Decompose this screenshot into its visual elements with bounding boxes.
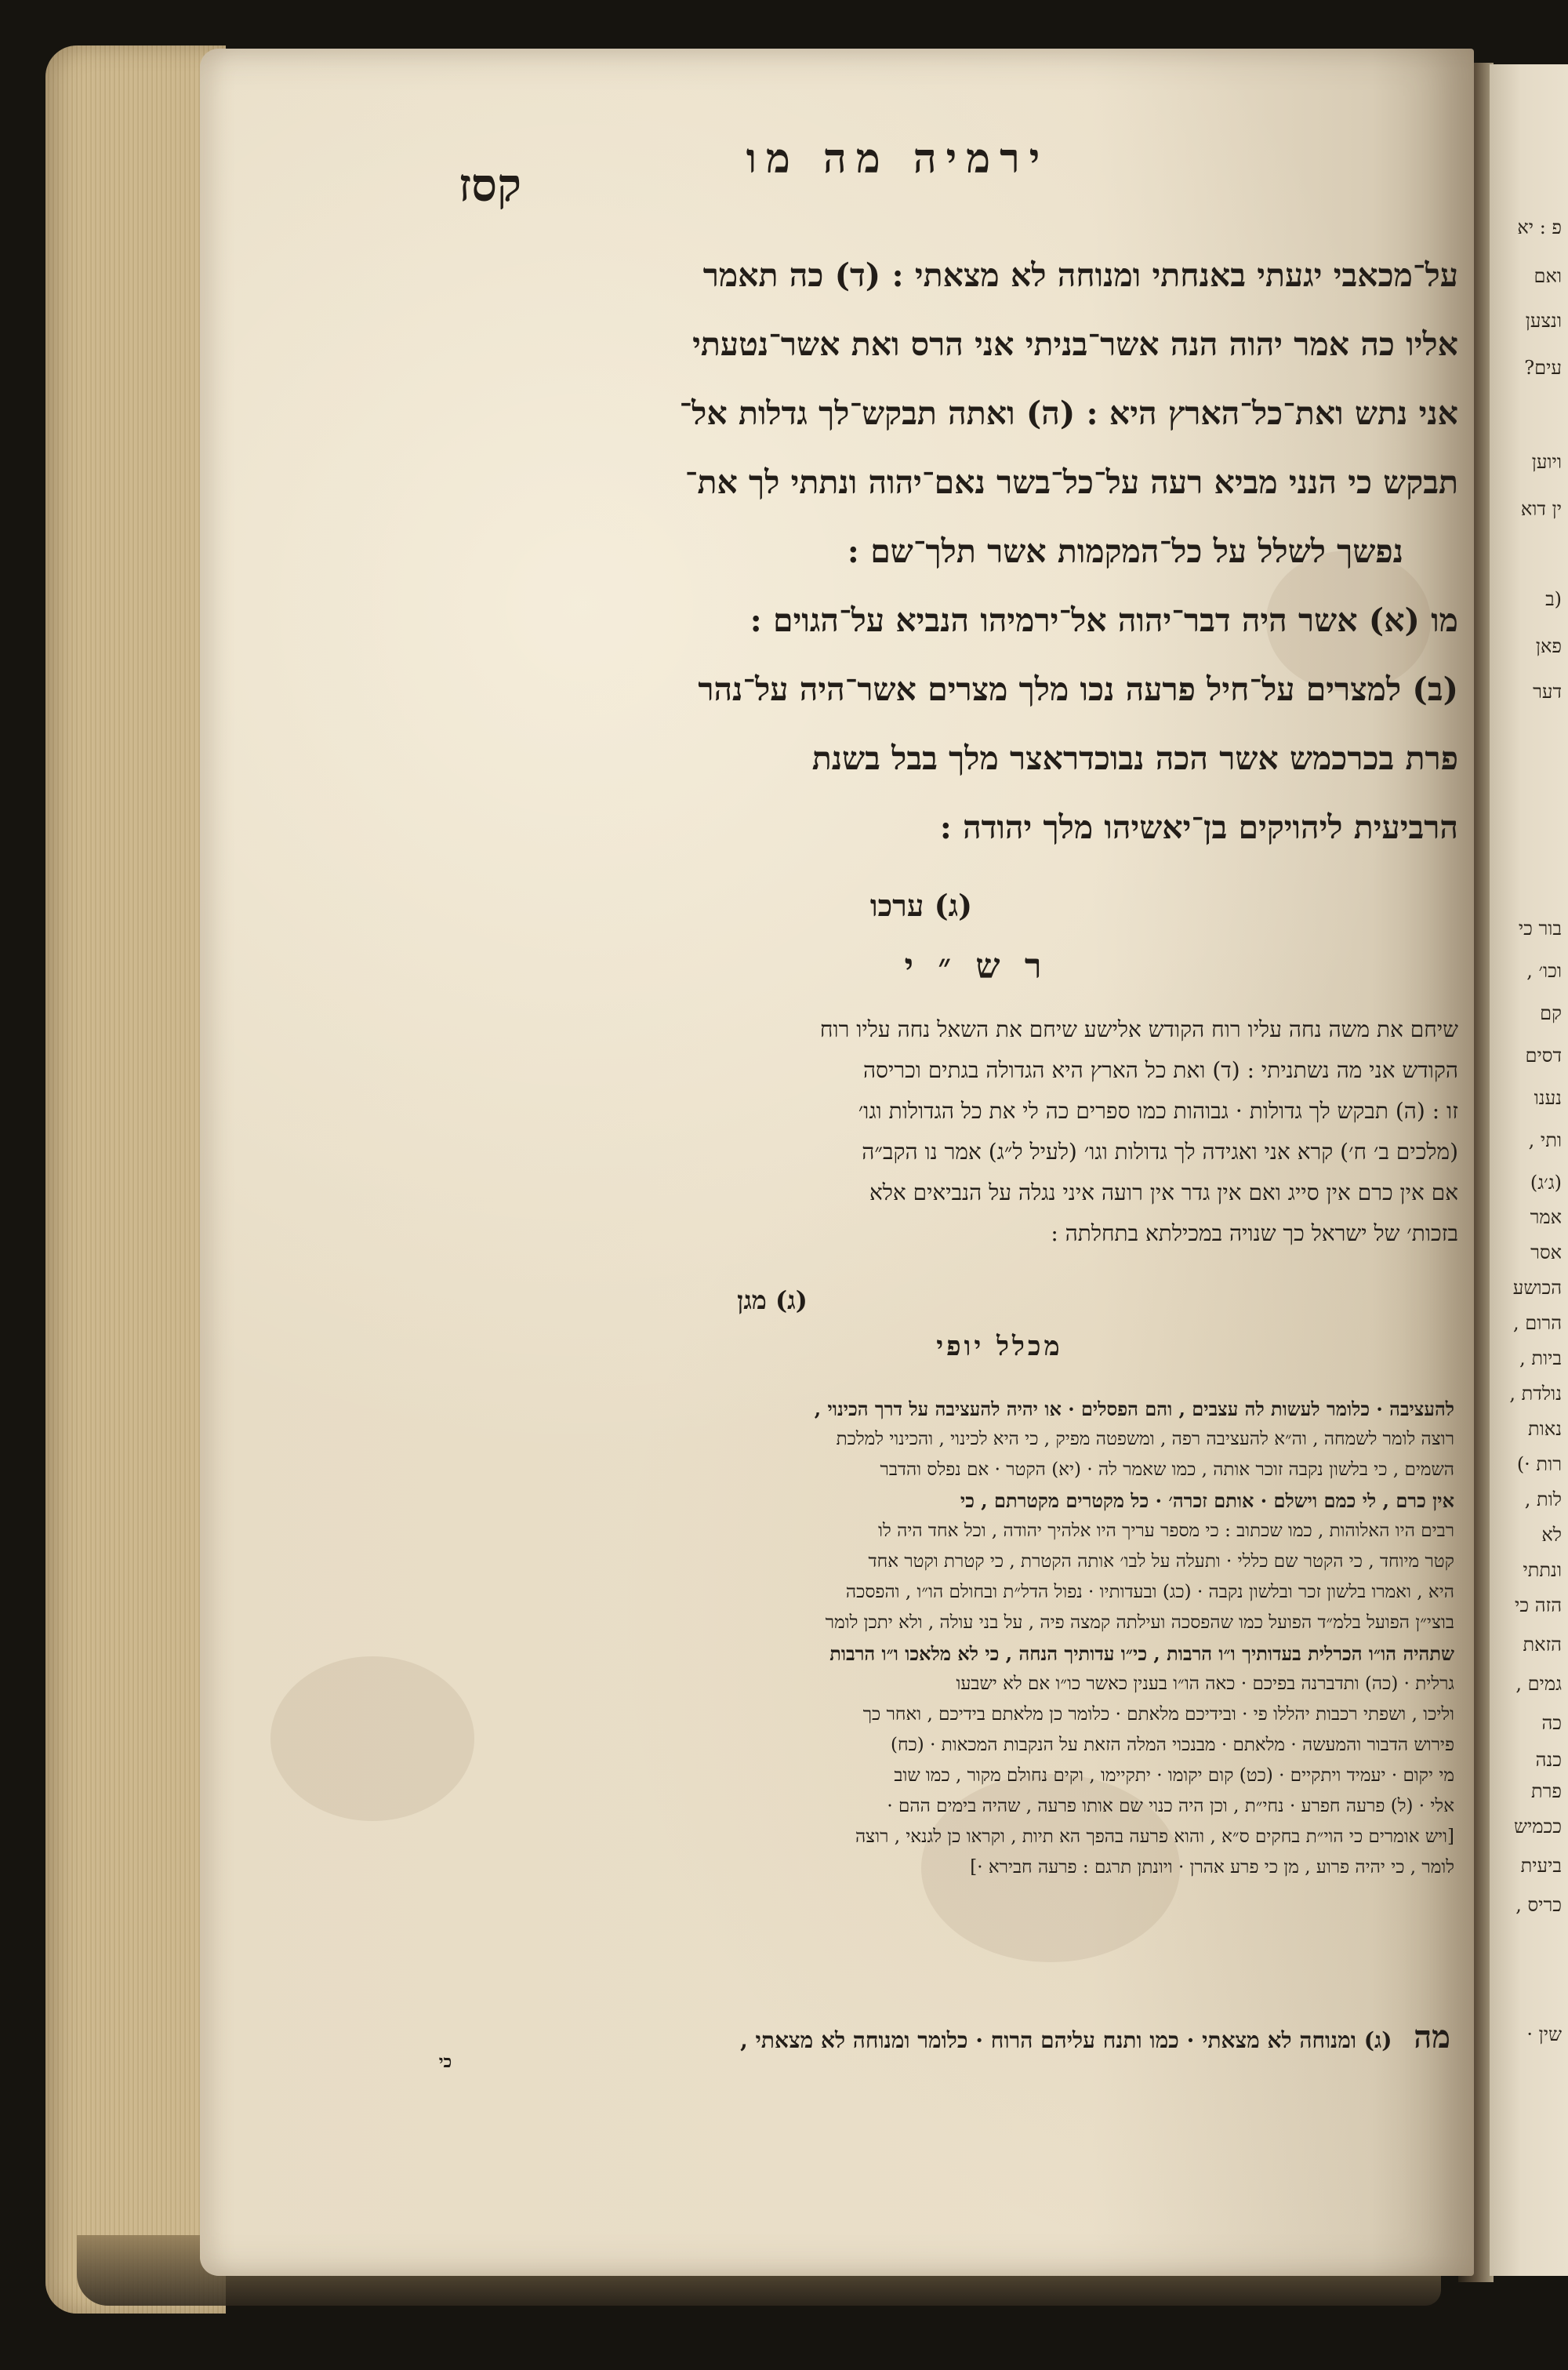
- michlol-line: אלי · (ל) פרעה חפרע · נחי״ת , וכן היה כנוי שם אותו פרעה , שהיה בימים ההם ·: [887, 1796, 1454, 1816]
- biblical-text-line: אני נתש ואת־כל־הארץ היא : (ה) ואתה תבקש־לך גדלות אל־: [679, 394, 1458, 432]
- adjacent-page-text: (ב: [1545, 588, 1562, 610]
- page-number: קסז: [458, 158, 522, 212]
- michlol-line: בוצי״ן הפועל בלמ״ד הפועל כמו שהפסכה ועילתה קמצה פיה , על בני עולה , ולא יתכן לומר: [825, 1612, 1454, 1633]
- adjacent-page-text: נאות: [1528, 1418, 1562, 1440]
- adjacent-page-text: לות ,: [1524, 1489, 1562, 1510]
- biblical-text-line: הרביעית ליהויקים בן־יאשיהו מלך יהודה :: [939, 809, 1458, 846]
- adjacent-page-text: הרום ,: [1513, 1312, 1562, 1334]
- book-page: [200, 49, 1474, 2276]
- rashi-line: זו : (ה) תבקש לך גדולות · גבוהות כמו ספרים כה לי את כל הגדולות וגו׳: [858, 1098, 1458, 1124]
- michlol-line: וליכו , ושפתי רכבות יהללו פי · ובידיכם מלאתם · כלומר כן מלאתם בידיכם , ואחר כך: [862, 1704, 1454, 1725]
- adjacent-page-text: פ : יא: [1517, 216, 1562, 238]
- adjacent-page-text: פאן: [1535, 635, 1562, 657]
- adjacent-page-text: נענו: [1534, 1087, 1562, 1109]
- biblical-text: [368, 241, 1458, 862]
- michlol-line: אין כרם , לי כמם וישלם · אותם זכרה׳ · כל מקטרים מקטרתם , כי: [960, 1489, 1454, 1512]
- adjacent-page-text: ואם: [1534, 265, 1562, 287]
- adjacent-page-text: רות ·): [1516, 1453, 1562, 1475]
- michlol-commentary: [423, 1394, 1454, 1883]
- rashi-line: אם אין כרם אין סייג ואם אין גדר אין רועה איני נגלה על הנביאים אלא: [869, 1180, 1458, 1205]
- adjacent-page-text: ותי ,: [1528, 1129, 1562, 1151]
- michlol-line: [ויש אומרים כי הוי״ת בחקים ס״א , והוא פרעה בהפך הא תיות , וקראו כן לגנאי , רוצה: [855, 1827, 1454, 1847]
- adjacent-page-text: כה: [1541, 1712, 1562, 1734]
- adjacent-page-text: דער: [1533, 681, 1562, 703]
- adjacent-page-text: הזאת: [1523, 1634, 1562, 1656]
- adjacent-page-text: וכו׳ ,: [1526, 960, 1562, 982]
- michlol-title: מכלל יופי: [936, 1331, 1063, 1362]
- biblical-text-line: תבקש כי הנני מביא רעה על־כל־בשר נאם־יהוה ונתתי לך את־: [684, 463, 1458, 501]
- footer-chapter-marker: מה: [1414, 2019, 1450, 2056]
- footer-note-text: (ג) ומנוחה לא מצאתי · כמו ותנח עליהם הרוח · כלומר ומנוחה לא מצאתי ,: [740, 2027, 1392, 2053]
- michlol-line: לומר , כי יהיה פרוע , מן כי פרע אהרן · ויונתן תרגם : פרעה חבירא ·]: [970, 1857, 1454, 1877]
- adjacent-page-text: גמים ,: [1515, 1673, 1562, 1695]
- rashi-title: ר ש ״ י: [904, 947, 1048, 987]
- adjacent-page-text: ויוען: [1531, 451, 1562, 473]
- michlol-line: שתהיה הו״ו הכרלית בעדותיך ו״ו הרבות , כי״ו עדותיך הנחה , כי לא מלאכו ו״ו הרבות: [829, 1642, 1454, 1665]
- main-catchword: (ג) ערכו: [869, 888, 973, 923]
- adjacent-page-text: ביות ,: [1519, 1347, 1562, 1369]
- biblical-text-line: נפשך לשלל על כל־המקמות אשר תלך־שם :: [847, 533, 1403, 570]
- adjacent-page-text: ביעית: [1520, 1855, 1562, 1877]
- running-header: ירמיה מה מו: [746, 135, 1050, 183]
- michlol-line: מי יקום · יעמיד ויתקיים · (כט) קום יקומו · יתקיימו , וקים נחולם מקור , כמו שוב: [894, 1765, 1454, 1786]
- adjacent-page-text: בור כי: [1518, 918, 1562, 940]
- michlol-line: פירוש הדבור והמעשה · מלאתם · מבנכוי המלה הזאת על הנקבות המכאות · (כח): [890, 1735, 1454, 1755]
- adjacent-page-text: ונתתי: [1523, 1559, 1562, 1581]
- adjacent-page-text: ונצען: [1525, 310, 1562, 332]
- chapter-footer-note: [412, 2019, 1450, 2059]
- adjacent-page-text: קם: [1540, 1002, 1562, 1024]
- adjacent-page-text: לא: [1541, 1524, 1562, 1546]
- bottom-catchword: כי: [438, 2052, 452, 2072]
- biblical-text-line: (ב) למצרים על־חיל פרעה נכו מלך מצרים אשר־היה על־נהר: [698, 671, 1458, 708]
- rashi-line: בזכות׳ של ישראל כך שנויה במכילתא בתחלתה :: [1051, 1220, 1458, 1246]
- rashi-commentary: [423, 1009, 1458, 1254]
- book-page-edges: [45, 45, 226, 2314]
- adjacent-page-text: דסים: [1525, 1045, 1562, 1067]
- michlol-line: היא , ואמרו בלשון זכר ובלשון נקבה · (כג) ובעדותיו · נפול הדל״ת ובחולם הו״ו , והפסכה: [845, 1582, 1454, 1602]
- biblical-text-line: פרת בכרכמש אשר הכה נבוכדראצר מלך בבל בשנת: [811, 740, 1458, 777]
- adjacent-page-text: כריס ,: [1515, 1894, 1562, 1916]
- adjacent-page-text: הזה כי: [1515, 1594, 1562, 1616]
- adjacent-page-text: שין ·: [1526, 2023, 1562, 2045]
- adjacent-page-text: הכושע: [1512, 1277, 1562, 1299]
- rashi-line: (מלכים ב׳ ח׳) קרא אני ואגידה לך גדולות וגו׳ (לעיל ל״ג) אמר נו הקב״ה: [862, 1139, 1458, 1165]
- adjacent-page-text: כנה: [1535, 1749, 1562, 1771]
- rashi-catchword: (ג) מגן: [737, 1285, 808, 1315]
- michlol-line: להעציבה · כלומר לעשות לה עצבים , והם הפסלים · או יהיה להעציבה על דרך הכינוי ,: [814, 1398, 1454, 1420]
- adjacent-page-fragment: [1490, 64, 1568, 2276]
- biblical-text-line: אליו כה אמר יהוה הנה אשר־בניתי אני הרס ואת אשר־נטעתי: [692, 325, 1458, 363]
- adjacent-page-text: ככמיש: [1514, 1816, 1562, 1837]
- michlol-line: רוצה לומר לשמחה , וה״א להעציבה רפה , ומשפטה מפיק , כי היא לכינוי , והכינוי למלכת: [836, 1429, 1454, 1449]
- adjacent-page-text: אמר: [1530, 1206, 1562, 1228]
- adjacent-page-text: עים?: [1524, 357, 1562, 379]
- michlol-line: גרלית · (כה) ותדברנה בפיכם · כאה הו״ו בענין כאשר כו״ו אם לא ישבעו: [956, 1674, 1454, 1694]
- biblical-text-line: על־מכאבי יגעתי באנחתי ומנוחה לא מצאתי : (ד) כה תאמר: [702, 256, 1458, 294]
- adjacent-page-text: פרת: [1531, 1780, 1562, 1802]
- michlol-line: רבים היו האלוהות , כמו שכתוב : כי מספר עריך היו אלהיך יהודה , וכל אחד היה לו: [878, 1521, 1454, 1541]
- adjacent-page-text: נולדת ,: [1509, 1383, 1562, 1405]
- michlol-line: השמים , כי בלשון נקבה זוכר אותה , כמו שאמר לה · (יא) הקטר · אם נפלס והדבר: [880, 1459, 1454, 1480]
- adjacent-page-text: ין דוא: [1520, 498, 1562, 520]
- adjacent-page-text: אסר: [1530, 1241, 1562, 1263]
- rashi-line: הקודש אני מה נשתניתי : (ד) ואת כל הארץ היא הגדולה בגתים וכריסה: [862, 1057, 1458, 1083]
- rashi-line: שיחם את משה נחה עליו רוח הקודש אלישע שיחם את השאל נחה עליו רוח: [819, 1016, 1458, 1042]
- biblical-text-line: מו (א) אשר היה דבר־יהוה אל־ירמיהו הנביא על־הגוים :: [750, 602, 1458, 639]
- michlol-line: קטר מיוחד , כי הקטר שם כללי · ותעלה על לבו׳ אותה הקטרת , כי קטרת וקטר אחד: [868, 1551, 1454, 1572]
- adjacent-page-text: (ג׳ג): [1530, 1172, 1562, 1194]
